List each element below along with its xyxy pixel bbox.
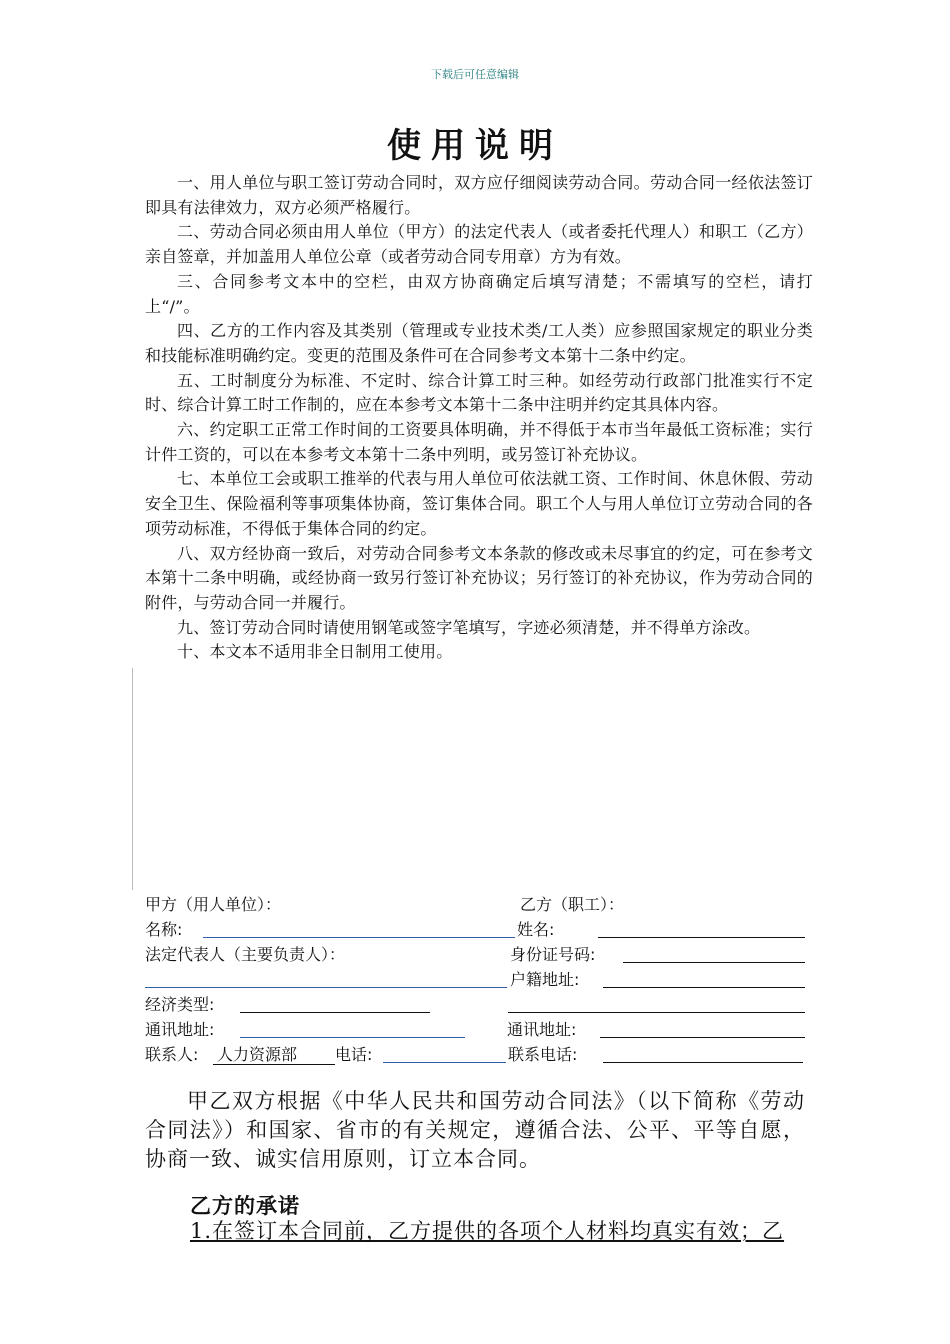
party-b-phone-label: 联系电话:: [508, 1045, 578, 1064]
page-title: 使用说明: [387, 126, 563, 166]
instruction-item: 一、用人单位与职工签订劳动合同时，双方应仔细阅读劳动合同。劳动合同一经依法签订即具有法律效力，双方必须严格履行。: [145, 173, 813, 217]
instruction-item: 三、合同参考文本中的空栏，由双方协商确定后填写清楚；不需填写的空栏，请打上“/”。: [145, 271, 813, 316]
promise-item-1: 1.在签订本合同前，乙方提供的各项个人材料均真实有效；乙: [190, 1219, 785, 1243]
party-a-type-label: 经济类型:: [145, 995, 215, 1014]
party-b-hukou-label: 户籍地址:: [510, 970, 580, 989]
party-b-name-label: 姓名:: [517, 920, 555, 939]
instruction-item: 十、本文本不适用非全日制用工使用。: [177, 642, 453, 662]
instructions-list: [145, 171, 813, 665]
party-b-blank-field[interactable]: [508, 1012, 805, 1013]
instruction-item: 五、工时制度分为标准、不定时、综合计算工时三种。如经劳动行政部门批准实行不定时、综合计算工时工作制的，应在本参考文本第十二条中注明并约定其具体内容。: [145, 370, 813, 415]
preamble-text: 甲乙双方根据《中华人民共和国劳动合同法》（以下简称《劳动合同法》）和国家、省市的有关规定，遵循合法、公平、平等自愿，协商一致、诚实信用原则，订立本合同。: [145, 1089, 805, 1171]
instruction-item: 八、双方经协商一致后，对劳动合同参考文本条款的修改或未尽事宜的约定，可在参考文本第十二条中明确，或经协商一致另行签订补充协议；另行签订的补充协议，作为劳动合同的附件，与劳动合同一并履行。: [145, 543, 813, 612]
party-a-address-label: 通讯地址:: [145, 1020, 215, 1039]
instruction-item: 九、签订劳动合同时请使用钢笔或签字笔填写，字迹必须清楚，并不得单方涂改。: [177, 617, 761, 637]
party-a-phone-label: 电话:: [335, 1045, 373, 1064]
party-a-name-label: 名称:: [145, 920, 183, 939]
preamble: [145, 1087, 805, 1174]
instruction-item: 四、乙方的工作内容及其类别（管理或专业技术类/工人类）应参照国家规定的职业分类和技能标准明确约定。变更的范围及条件可在合同参考文本第十二条中约定。: [145, 321, 813, 365]
party-a-contact-label: 联系人:: [145, 1045, 199, 1064]
party-a-rep-label: 法定代表人（主要负责人）：: [145, 945, 346, 964]
party-a-contact-value[interactable]: 人力资源部: [213, 1042, 335, 1065]
margin-line: [132, 668, 133, 890]
party-a-type-field[interactable]: [240, 1012, 430, 1013]
party-b-hukou-field[interactable]: [603, 987, 805, 988]
party-a-name-field[interactable]: [203, 937, 515, 938]
party-b-id-label: 身份证号码:: [510, 945, 596, 964]
promise-title: 乙方的承诺: [190, 1193, 300, 1218]
party-b-heading: 乙方（职工）：: [520, 895, 625, 914]
party-b-phone-field[interactable]: [603, 1062, 803, 1063]
instruction-item: 二、劳动合同必须由用人单位（甲方）的法定代表人（或者委托代理人）和职工（乙方）亲自签章，并加盖用人单位公章（或者劳动合同专用章）方为有效。: [145, 222, 813, 267]
instruction-item: 七、本单位工会或职工推举的代表与用人单位可依法就工资、工作时间、休息休假、劳动安全卫生、保险福利等事项集体协商，签订集体合同。职工个人与用人单位订立劳动合同的各项劳动标准，不得低于集体合同的约定。: [145, 469, 813, 538]
party-b-address-label: 通讯地址:: [507, 1020, 577, 1039]
party-b-name-field[interactable]: [598, 937, 805, 938]
party-a-heading: 甲方（用人单位）：: [145, 895, 282, 914]
party-b-address-field[interactable]: [600, 1037, 805, 1038]
instruction-item: 六、约定职工正常工作时间的工资要具体明确，并不得低于本市当年最低工资标准；实行计件工资的，可以在本参考文本第十二条中列明，或另签订补充协议。: [145, 420, 813, 464]
header-note: 下载后可任意编辑: [431, 68, 519, 81]
party-a-rep-field[interactable]: [145, 987, 507, 988]
party-a-phone-field[interactable]: [383, 1062, 506, 1063]
party-b-id-field[interactable]: [623, 962, 805, 963]
party-a-address-field[interactable]: [240, 1037, 465, 1038]
